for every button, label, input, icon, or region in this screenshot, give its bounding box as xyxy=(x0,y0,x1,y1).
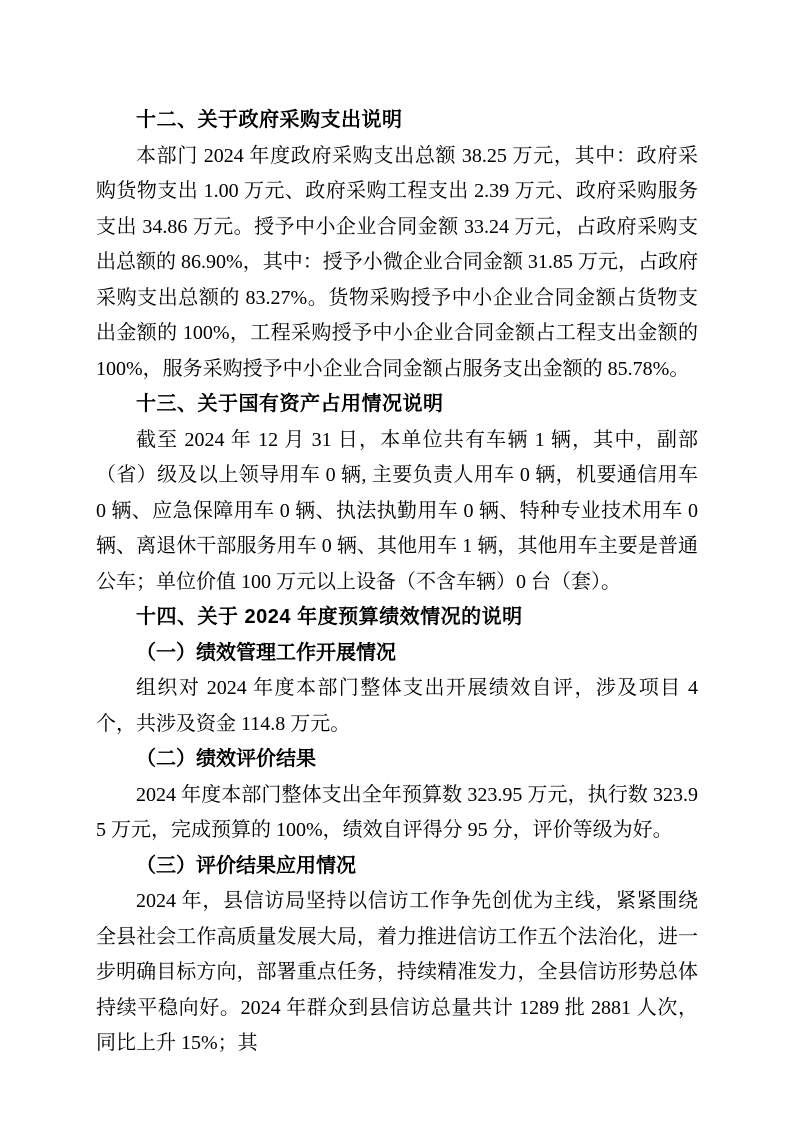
paragraph-performance-management: 组织对 2024 年度本部门整体支出开展绩效自评，涉及项目 4 个，共涉及资金 114.8 万元。 xyxy=(96,677,698,735)
subsection-heading-2-evaluation-results: （二）绩效评价结果 xyxy=(136,748,316,770)
section-heading-14-budget-performance: 十四、关于 2024 年度预算绩效情况的说明 xyxy=(136,606,523,628)
paragraph-state-assets: 截至 2024 年 12 月 31 日，本单位共有车辆 1 辆，其中，副部（省）级及以上领导用车 0 辆, 主要负责人用车 0 辆，机要通信用车 0 辆、应急保障用车 0 辆、执法执勤用车 0 辆、特种专业技术用车 0 辆、离退休干部服务用车 0 辆、其他用车 1 辆，其他用车主要是普通公车；单位价值 100 万元以上设备（不含车辆）0 台（套）。 xyxy=(96,428,698,593)
section-heading-12-government-procurement: 十二、关于政府采购支出说明 xyxy=(136,109,403,131)
paragraph-government-procurement: 本部门 2024 年度政府采购支出总额 38.25 万元，其中：政府采购货物支出 1.00 万元、政府采购工程支出 2.39 万元、政府采购服务支出 34.86 万元。授予中小企业合同金额 33.24 万元，占政府采购支出总额的 86.90%，其中：授予小微企业合同金额 31.85 万元，占政府采购支出总额的 83.27%。货物采购授予中小企业合同金额占货物支出金额的 100%，工程采购授予中小企业合同金额占工程支出金额的 100%，服务采购授予中小企业合同金额占服务支出金额的 85.78%。 xyxy=(96,144,698,380)
subsection-heading-3-results-application: （三）评价结果应用情况 xyxy=(136,854,356,877)
subsection-heading-1-performance-management: （一）绩效管理工作开展情况 xyxy=(136,641,396,664)
section-heading-13-state-assets: 十三、关于国有资产占用情况说明 xyxy=(136,393,444,415)
paragraph-evaluation-results: 2024 年度本部门整体支出全年预算数 323.95 万元，执行数 323.95 万元，完成预算的 100%，绩效自评得分 95 分，评价等级为好。 xyxy=(96,783,698,841)
paragraph-results-application: 2024 年，县信访局坚持以信访工作争先创优为主线，紧紧围绕全县社会工作高质量发展大局，着力推进信访工作五个法治化，进一步明确目标方向，部署重点任务，持续精准发力，全县信访形势总体持续平稳向好。2024 年群众到县信访总量共计 1289 批 2881 人次，同比上升 15%；其 xyxy=(96,890,698,1054)
